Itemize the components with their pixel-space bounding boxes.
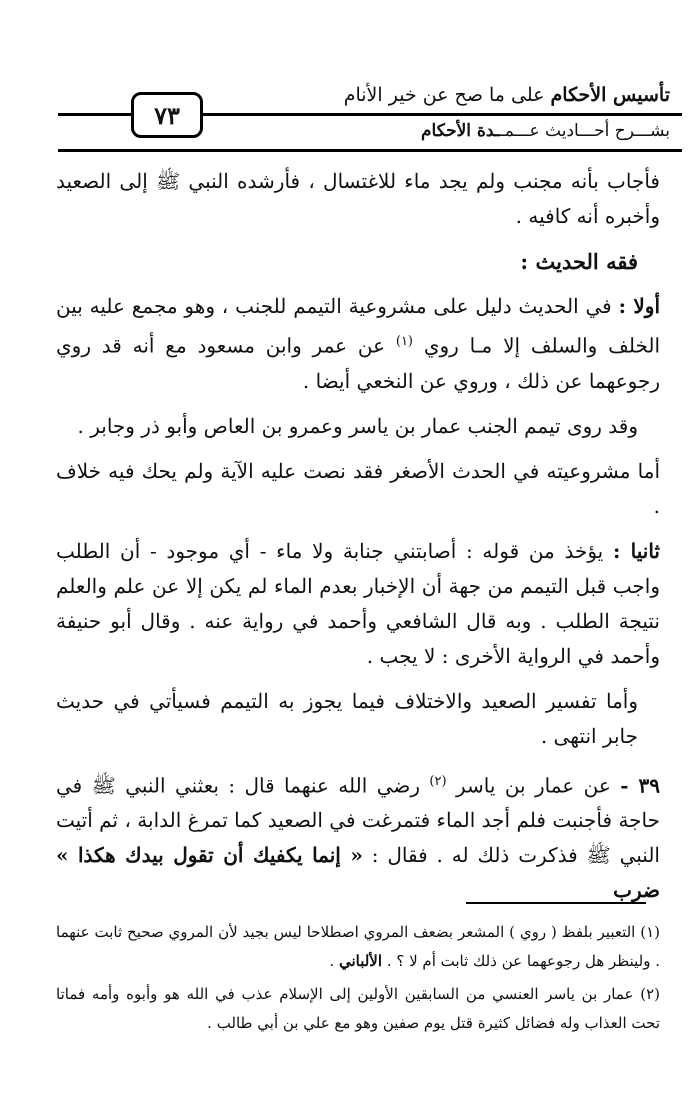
header-bottom-rule — [58, 149, 682, 152]
paragraph-2 — [56, 289, 660, 399]
paragraph-3: وقد روى تيمم الجنب عمار بن ياسر وعمرو بن العاص وأبو ذر وجابر . — [77, 413, 638, 438]
paragraph-7 — [56, 764, 660, 909]
footnote-separator — [466, 902, 646, 904]
paragraph-2-text-b: عن عمر وابن مسعود مع أنه قد روي رجوعهما عن ذلك ، وروي عن النخعي أيضا . — [56, 333, 660, 393]
paragraph-4: أما مشروعيته في الحدث الأصغر فقد نصت عليه الآية ولم يحك فيه خلاف . — [56, 458, 660, 518]
running-header-title — [344, 84, 670, 106]
footnote-1-author: الألباني — [338, 952, 383, 970]
book-title-rest: على ما صح عن خير الأنام — [343, 84, 545, 106]
paragraph-5 — [56, 534, 660, 674]
footnote-ref-2: (٢) — [429, 773, 447, 789]
paragraph-1: فأجاب بأنه مجنب ولم يجد ماء للاغتسال ، فأرشده النبي ﷺ إلى الصعيد وأخبره أنه كافيه . — [56, 169, 660, 228]
book-title-bold: تأسيس الأحكام — [550, 84, 670, 106]
footnotes — [56, 918, 660, 1042]
paragraph-7-quote: « إنما يكفيك أن تقول بيدك هكذا » ضرب — [56, 843, 660, 903]
paragraph-5-lead: ثانيا : — [612, 538, 661, 563]
paragraph-6: وأما تفسير الصعيد والاختلاف فيما يجوز به التيمم فسيأتي في حديث جابر انتهى . — [56, 688, 639, 748]
subtitle-bold: ـدة الأحكام — [421, 121, 500, 141]
footnote-1 — [56, 918, 660, 976]
footnote-1-end: . — [329, 952, 335, 970]
footnote-1-text: (١) التعبير بلفظ ( روي ) المشعر بضعف المروي اصطلاحا ليس بجيد لأن المروي صحيح ثابت عنهما . ولينظر هل رجوعهما عن ذلك ثابت أم لا ؟ . — [56, 923, 660, 970]
paragraph-2-text-a: في الحديث دليل على مشروعية التيمم للجنب ، وهو مجمع عليه بين الخلف والسلف إلا مـا روي — [56, 294, 661, 358]
section-heading: فقه الحديث : — [520, 249, 638, 274]
paragraph-7-text-a: عن عمار بن ياسر — [455, 773, 611, 798]
footnote-ref-1: (١) — [395, 334, 413, 349]
paragraph-7-text-b: رضي الله عنهما قال : بعثني النبي ﷺ في حاجة فأجنبت فلم أجد الماء فتمرغت في الصعيد كما تمرغ الدابة ، ثم أتيت النبي ﷺ فذكرت ذلك له . فقال : — [56, 773, 660, 868]
main-text — [56, 164, 660, 918]
paragraph-2-lead: أولا : — [618, 294, 661, 318]
hadith-number: ٣٩ - — [620, 773, 661, 798]
page-number: ٧٣ — [154, 100, 180, 130]
running-header-subtitle — [421, 121, 670, 141]
page-number-badge — [131, 92, 203, 138]
paragraph-5-text: يؤخذ من قوله : أصابتني جنابة ولا ماء - أي موجود - أن الطلب واجب قبل التيمم من جهة أن الإخبار بعدم الماء لم يكن إلا عن علم والعلم نتيجة الطلب . وبه قال الشافعي وأحمد في رواية عنه . وقال أبو حنيفة وأحمد في الرواية الأخرى : لا يجب . — [56, 538, 660, 668]
footnote-2: (٢) عمار بن ياسر العنسي من السابقين الأولين إلى الإسلام عذب في الله هو وأبوه وأمه فماتا تحت العذاب وله فضائل كثيرة قتل يوم صفين وهو مع علي بن أبي طالب . — [56, 985, 660, 1032]
subtitle-prefix: بشـــرح أحـــاديث عـــمـ — [499, 121, 670, 141]
